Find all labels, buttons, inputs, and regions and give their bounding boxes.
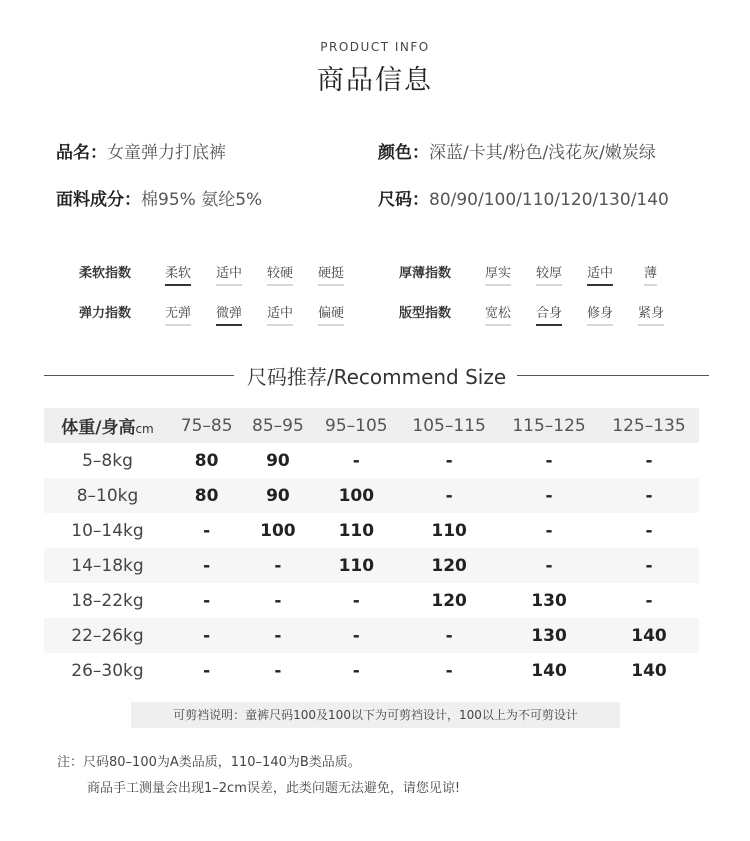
cut-crotch-note: 可剪裆说明：童裤尺码100及100以下为可剪裆设计，100以上为不可剪设计 xyxy=(131,702,620,728)
index-option: 较硬 xyxy=(267,262,293,286)
index-option: 薄 xyxy=(644,262,657,286)
header-height-range: 125–135 xyxy=(599,408,699,443)
index-option: 修身 xyxy=(587,302,613,326)
size-cell: - xyxy=(352,660,360,681)
size-cell: - xyxy=(645,520,653,541)
size-cell: - xyxy=(242,548,313,583)
table-row xyxy=(44,478,699,513)
index-option: 适中 xyxy=(587,262,613,286)
info-value: 棉95% 氨纶5% xyxy=(141,190,263,210)
info-value: 女童弹力打底裤 xyxy=(107,143,226,163)
index-option: 适中 xyxy=(216,262,242,286)
size-cell: - xyxy=(399,618,499,653)
index-option: 适中 xyxy=(267,302,293,326)
size-cell: - xyxy=(203,590,211,611)
index-option: 厚实 xyxy=(485,262,511,286)
weight-cell: 14–18kg xyxy=(44,548,171,583)
table-row xyxy=(44,618,699,653)
weight-cell: 26–30kg xyxy=(71,660,144,681)
info-value: 80/90/100/110/120/130/140 xyxy=(429,190,669,210)
size-cell: - xyxy=(171,548,242,583)
table-row xyxy=(44,513,699,548)
index-option: 无弹 xyxy=(165,302,191,326)
index-option: 紧身 xyxy=(638,302,664,326)
index-option: 柔软 xyxy=(165,262,191,286)
info-label: 品名： xyxy=(56,143,107,163)
header-height-range: 85–95 xyxy=(242,408,313,443)
size-section-label xyxy=(44,361,709,390)
measurement-note: 商品手工测量会出现1–2cm误差，此类问题无法避免，请您见谅! xyxy=(87,781,461,796)
index-name: 版型指数 xyxy=(399,306,452,321)
size-cell: 90 xyxy=(242,478,313,513)
size-cell: - xyxy=(499,548,599,583)
size-cell: 140 xyxy=(599,618,699,653)
size-cell: - xyxy=(599,548,699,583)
size-cell: - xyxy=(274,590,282,611)
size-cell: - xyxy=(274,660,282,681)
size-cell: 100 xyxy=(260,520,296,541)
size-section-text: 尺码推荐/Recommend Size xyxy=(241,365,512,389)
size-cell: - xyxy=(314,618,400,653)
header-cn-title: 商品信息 xyxy=(317,65,433,96)
index-option: 微弹 xyxy=(216,302,242,326)
weight-cell: 18–22kg xyxy=(71,590,144,611)
size-cell: 110 xyxy=(338,520,375,541)
header-height-range: 115–125 xyxy=(499,408,599,443)
size-cell: - xyxy=(242,618,313,653)
header-unit: cm xyxy=(135,422,154,436)
info-label: 颜色： xyxy=(378,143,429,163)
info-color xyxy=(378,138,656,163)
size-cell: - xyxy=(499,478,599,513)
size-cell: - xyxy=(599,478,699,513)
table-row xyxy=(44,548,699,583)
index-name: 弹力指数 xyxy=(79,306,132,321)
size-cell: 140 xyxy=(531,660,567,681)
index-name: 柔软指数 xyxy=(79,266,132,281)
size-cell: 120 xyxy=(399,548,499,583)
size-cell: 80 xyxy=(171,478,242,513)
size-cell: 130 xyxy=(499,618,599,653)
weight-cell: 10–14kg xyxy=(71,520,144,541)
size-cell: - xyxy=(399,478,499,513)
size-table-header xyxy=(44,408,699,443)
index-option: 较厚 xyxy=(536,262,562,286)
header-main-text: 体重/身高 xyxy=(61,418,136,438)
size-cell: 90 xyxy=(266,450,290,471)
index-option: 宽松 xyxy=(485,302,511,326)
size-cell: - xyxy=(352,450,360,471)
weight-cell: 22–26kg xyxy=(44,618,171,653)
size-cell: 80 xyxy=(194,450,219,471)
index-option: 偏硬 xyxy=(318,302,344,326)
size-cell: 110 xyxy=(314,548,400,583)
info-product-name xyxy=(56,138,226,163)
size-section-title xyxy=(44,362,709,388)
weight-cell: 5–8kg xyxy=(82,450,133,471)
index-option: 合身 xyxy=(536,302,562,326)
size-cell: - xyxy=(645,450,653,471)
info-label: 尺码： xyxy=(378,190,429,210)
info-size xyxy=(378,185,669,210)
header-en-title: PRODUCT INFO xyxy=(320,40,430,54)
index-name: 厚薄指数 xyxy=(399,266,452,281)
size-cell: 130 xyxy=(531,590,567,611)
size-cell: - xyxy=(545,450,553,471)
size-cell: 100 xyxy=(314,478,400,513)
size-cell: 120 xyxy=(431,590,467,611)
size-cell: - xyxy=(445,450,453,471)
size-cell: 110 xyxy=(431,520,467,541)
size-cell: 140 xyxy=(631,660,667,681)
header-weight-height xyxy=(44,408,171,443)
header-height-range: 105–115 xyxy=(399,408,499,443)
table-row xyxy=(44,653,699,688)
size-cell: - xyxy=(645,590,653,611)
size-cell: - xyxy=(203,520,211,541)
quality-note: 注：尺码80–100为A类品质，110–140为B类品质。 xyxy=(57,755,361,770)
size-cell: - xyxy=(545,520,553,541)
table-row xyxy=(44,583,699,618)
size-table xyxy=(44,408,699,688)
size-cell: - xyxy=(171,618,242,653)
page-header xyxy=(0,40,750,97)
weight-cell: 8–10kg xyxy=(44,478,171,513)
size-cell: - xyxy=(445,660,453,681)
header-height-range: 95–105 xyxy=(314,408,400,443)
table-row xyxy=(44,443,699,478)
header-height-range: 75–85 xyxy=(171,408,242,443)
size-cell: - xyxy=(352,590,360,611)
info-material xyxy=(56,185,262,210)
size-cell: - xyxy=(203,660,211,681)
info-label: 面料成分： xyxy=(56,190,141,210)
index-option: 硬挺 xyxy=(318,262,344,286)
info-value: 深蓝/卡其/粉色/浅花灰/嫩炭绿 xyxy=(429,143,656,163)
